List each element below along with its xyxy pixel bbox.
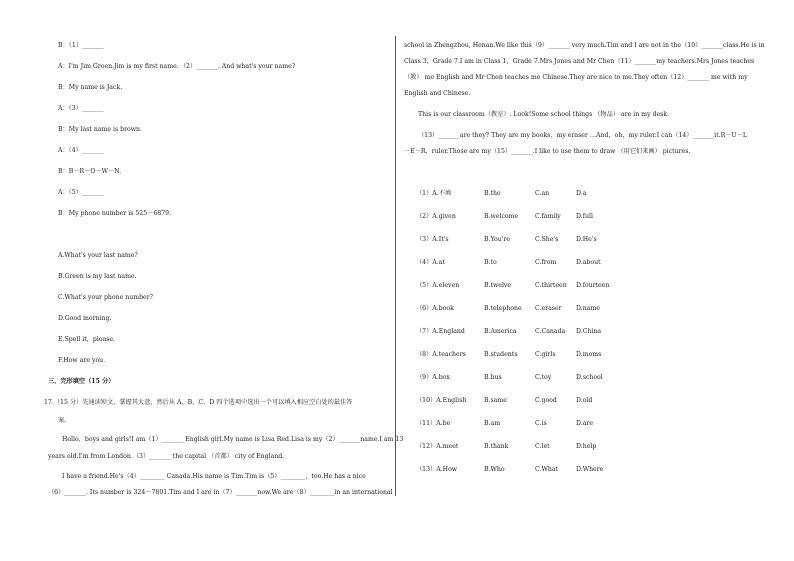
option-a: （12）A.meet	[416, 443, 459, 450]
dialog-line: A：I'm Jim Green.Jim is my first name．（2）_______. And what's your name?	[58, 63, 296, 70]
option-a: （13）A.How	[416, 466, 458, 473]
option-c: C.good	[535, 397, 557, 404]
option-b: B.bus	[484, 374, 502, 381]
option-d: D.a	[576, 190, 587, 197]
option-d: D.China	[576, 328, 602, 335]
option-a: （2）A.given	[416, 213, 456, 220]
passage-line: school in Zhengzhou, Henan.We like this（9）_______ very much.Tim and I are not in the（10）_______class.He is in	[404, 42, 765, 49]
option-c: C.thirteen	[535, 282, 567, 289]
option-c: C.toy	[535, 374, 552, 381]
answer-option: D.Good morning.	[58, 315, 112, 322]
dialog-line: A：（3）_______	[58, 105, 104, 112]
option-a: （7）A.England	[416, 328, 465, 335]
option-d: D.about	[576, 259, 601, 266]
option-c: C.What	[535, 466, 559, 473]
passage-line: （13）_______are they? They are my books，my eraser …And，oh，my ruler.I can（14）_______it.R－U－L	[418, 132, 747, 139]
dialog-line: B：My phone number is 525－6879.	[58, 210, 172, 217]
option-c: C.girls	[535, 351, 556, 358]
option-d: D.school	[576, 374, 603, 381]
question-instruction: 案。	[58, 417, 71, 424]
option-b: B.welcome	[484, 213, 519, 220]
option-c: C.an	[535, 190, 550, 197]
option-c: C.let	[535, 443, 550, 450]
option-b: B.thank	[484, 443, 509, 450]
dialog-line: B：B－R－O－W－N.	[58, 168, 122, 175]
option-b: B.You're	[484, 236, 511, 243]
dialog-line: A：（4）_______	[58, 147, 104, 154]
option-b: B.to	[484, 259, 497, 266]
option-c: C.She's	[535, 236, 559, 243]
passage-line: （6）_______. Its number is 324－7801.Tim and I are in（7）_______now.We are（8）________in an international	[48, 489, 393, 496]
answer-option: B.Green is my last name.	[58, 273, 137, 280]
passage-line: English and Chinese.	[404, 90, 471, 97]
passage-line: Class 3，Grade 7.I am in Class 1，Grade 7.Mrs Jones and Mr Chen（11）_______my teachers.Mrs Jones teaches	[404, 58, 755, 65]
option-d: D.fourteen	[576, 282, 610, 289]
option-d: D.help	[576, 443, 597, 450]
option-c: C.family	[535, 213, 561, 220]
option-d: D.Where	[576, 466, 604, 473]
answer-option: F.How are you.	[58, 357, 106, 364]
option-a: （9）A.box	[416, 374, 450, 381]
question-instruction: 17.（15 分）先通读短文，掌握其大意，然后从 A、B、C、D 四个选项中选出一个可以填入相应空白处的最佳答	[44, 399, 353, 406]
passage-line: Hello，boys and girls!I am（1）_______ English girl.My name is Lisa Red.Lisa is my（2）_______name.I am 13	[62, 436, 404, 443]
passage-line: I have a friend.He's（4）________ Canada.His name is Tim.Tim is（5）________，too.He has a nice	[62, 473, 366, 480]
option-b: B.same	[484, 397, 507, 404]
option-a: （10）A.English	[416, 397, 467, 404]
option-c: C.is	[535, 420, 547, 427]
option-c: C.Canada	[535, 328, 566, 335]
passage-line: （教） me English and Mr Chen teaches me Chinese.They are nice to me.They often（12）_______ me with my	[404, 74, 748, 81]
option-b: B.Who	[484, 466, 505, 473]
answer-option: E.Spell it，please.	[58, 336, 116, 343]
option-c: C.from	[535, 259, 557, 266]
option-a: （1）A.不填	[416, 190, 452, 197]
passage-line: years old.I'm from London.（3）_______ the capital （首都） city of England.	[48, 453, 285, 460]
option-b: B.the	[484, 190, 501, 197]
option-b: B.am	[484, 420, 501, 427]
passage-line: －E－R，ruler.Those are my（15）_______.I like to use them to draw （用它们来画） pictures.	[404, 148, 691, 155]
option-a: （11）A.be	[416, 420, 451, 427]
option-a: （8）A.teachers	[416, 351, 466, 358]
answer-option: A.What's your last name?	[58, 252, 138, 259]
option-d: D.full	[576, 213, 593, 220]
option-b: B.students	[484, 351, 518, 358]
passage-line: This is our classroom（教室）. Look!Some school things （物品） are in my desk.	[418, 111, 670, 118]
option-b: B.America	[484, 328, 517, 335]
option-a: （6）A.book	[416, 305, 454, 312]
option-a: （4）A.at	[416, 259, 445, 266]
answer-option: C.What's your phone number?	[58, 294, 153, 301]
option-d: D.old	[576, 397, 593, 404]
dialog-line: B：My last name is brown.	[58, 126, 143, 133]
section-heading: 三、完形填空（15 分）	[48, 378, 115, 385]
option-a: （3）A.It's	[416, 236, 449, 243]
dialog-line: A：（5）_______	[58, 189, 104, 196]
option-d: D.He's	[576, 236, 597, 243]
option-c: C.eraser	[535, 305, 562, 312]
option-b: B.twelve	[484, 282, 512, 289]
column-divider	[395, 36, 396, 496]
dialog-line: B：（1）_______	[58, 42, 104, 49]
option-b: B.telephone	[484, 305, 522, 312]
option-a: （5）A.eleven	[416, 282, 460, 289]
option-d: D.name	[576, 305, 600, 312]
option-d: D.moms	[576, 351, 602, 358]
dialog-line: B：My name is Jack.	[58, 84, 123, 91]
option-d: D.are	[576, 420, 594, 427]
